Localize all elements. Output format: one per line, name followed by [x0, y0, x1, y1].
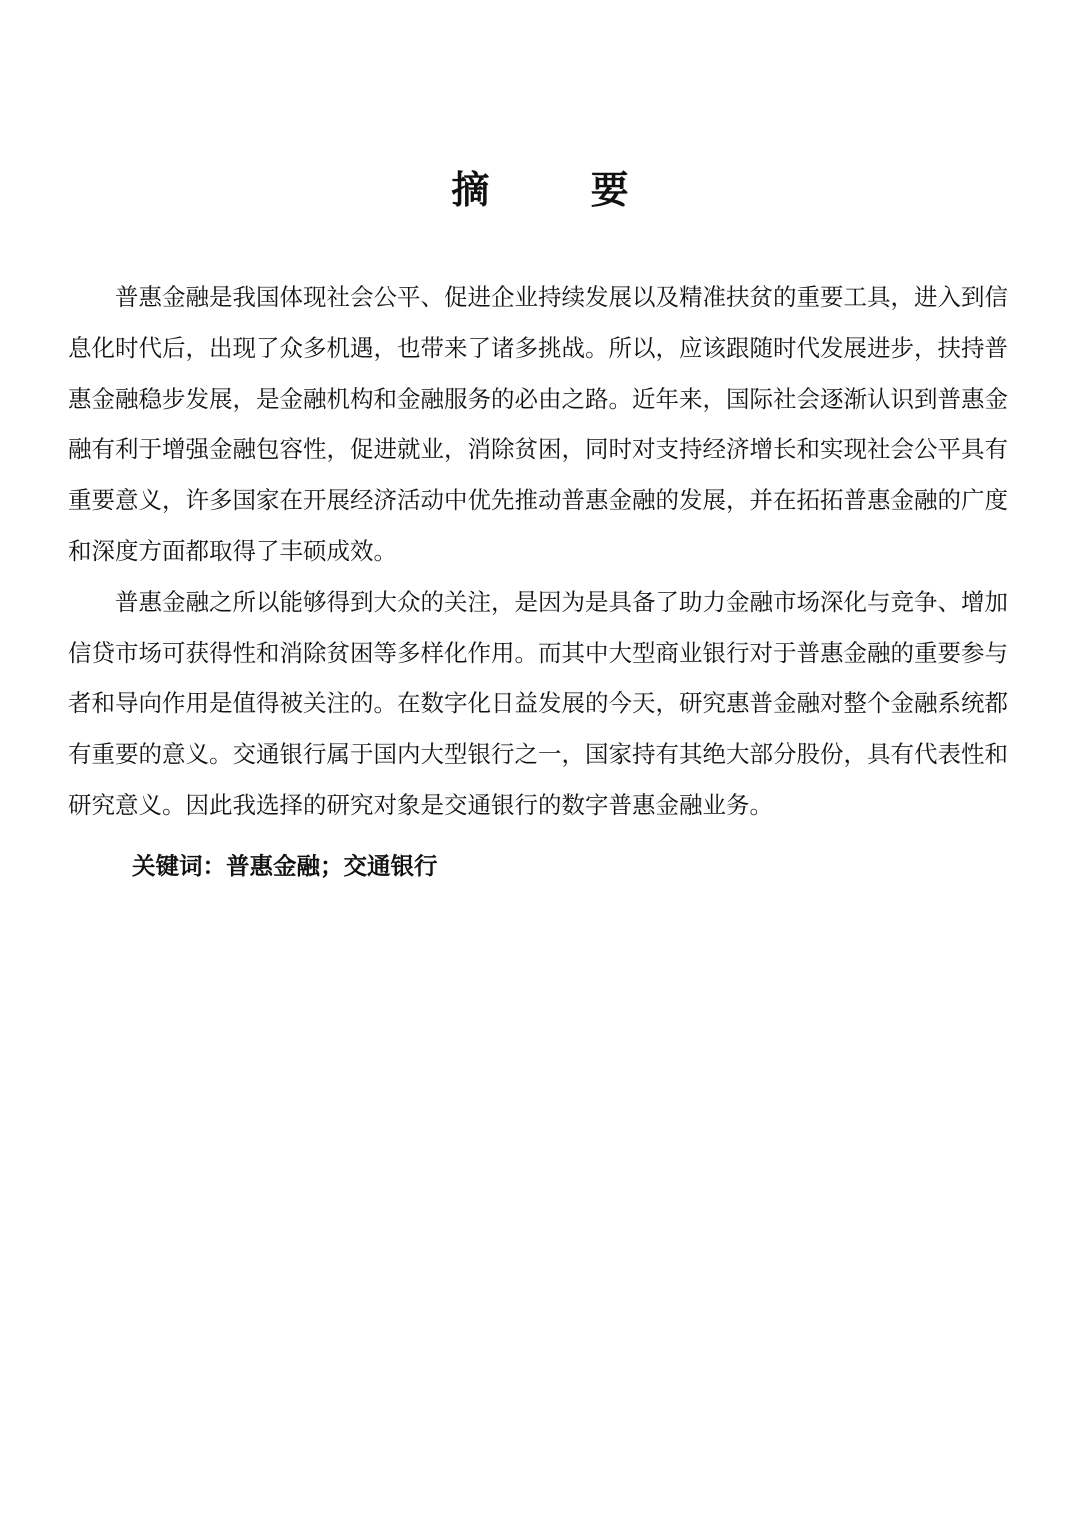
keywords-line: 关键词：普惠金融；交通银行 — [132, 851, 438, 880]
abstract-paragraph-1: 普惠金融是我国体现社会公平、促进企业持续发展以及精准扶贫的重要工具，进入到信息化时代后，出现了众多机遇，也带来了诸多挑战。所以，应该跟随时代发展进步，扶持普惠金融稳步发展，是金融机构和金融服务的必由之路。近年来，国际社会逐渐认识到普惠金融有利于增强金融包容性，促进就业，消除贫困，同时对支持经济增长和实现社会公平具有重要意义，许多国家在开展经济活动中优先推动普惠金融的发展，并在拓拓普惠金融的广度和深度方面都取得了丰硕成效。 — [68, 283, 1008, 565]
abstract-paragraph-2: 普惠金融之所以能够得到大众的关注，是因为是具备了助力金融市场深化与竞争、增加信贷市场可获得性和消除贫困等多样化作用。而其中大型商业银行对于普惠金融的重要参与者和导向作用是值得被关注的。在数字化日益发展的今天，研究惠普金融对整个金融系统都有重要的意义。交通银行属于国内大型银行之一，国家持有其绝大部分股份，具有代表性和研究意义。因此我选择的研究对象是交通银行的数字普惠金融业务。 — [68, 587, 1008, 819]
abstract-title: 摘 要 — [451, 168, 673, 212]
abstract-body — [68, 272, 1008, 892]
